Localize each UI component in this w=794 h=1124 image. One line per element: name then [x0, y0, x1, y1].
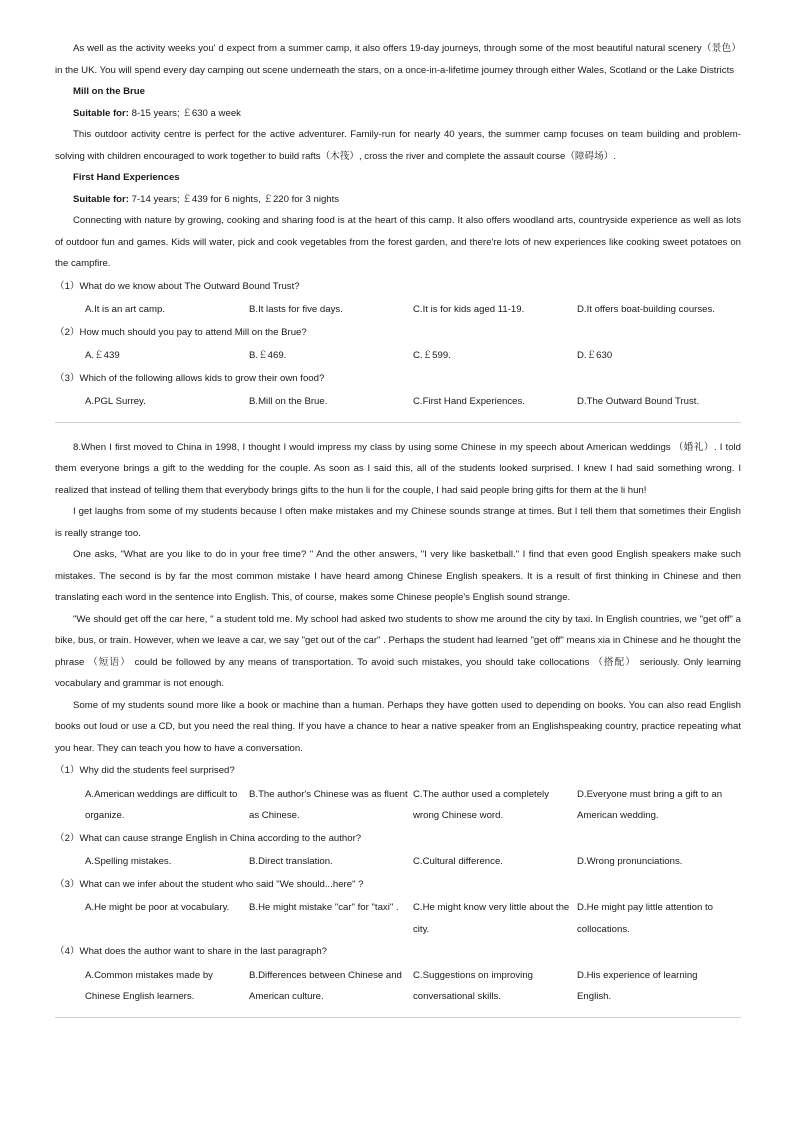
option-d: D.Everyone must bring a gift to an American wedding.: [577, 788, 723, 821]
passage2-paragraph: I get laughs from some of my students because I often make mistakes and my Chinese sounds strange at times. But I tell them that sometimes their English is really strange too.: [55, 506, 741, 539]
answer-options: [55, 897, 741, 940]
question: （2）What can cause strange English in China according to the author?: [55, 832, 362, 844]
option-a: A.Common mistakes made by Chinese English learners.: [85, 969, 213, 1002]
answer-options: [55, 391, 741, 413]
suitable-label: Suitable for:: [73, 107, 129, 119]
question: （3）Which of the following allows kids to grow their own food?: [55, 372, 325, 384]
option-a: A.It is an art camp.: [85, 304, 165, 315]
answer-options: [55, 784, 741, 827]
question: （3）What can we infer about the student who said "We should...here" ?: [55, 878, 364, 890]
option-b: B.The author's Chinese was as fluent as Chinese.: [249, 788, 408, 821]
option-c: C.It is for kids aged 11-19.: [413, 304, 525, 315]
option-b: B.Mill on the Brue.: [249, 396, 328, 407]
camp-suitability: [55, 189, 741, 211]
option-c: C.Cultural difference.: [413, 856, 503, 867]
option-b: B.￡469.: [249, 350, 287, 361]
option-d: D.His experience of learning English.: [577, 969, 698, 1002]
option-d: D.He might pay little attention to collocations.: [577, 902, 713, 935]
camp-description: Connecting with nature by growing, cooking and sharing food is at the heart of this camp. It also offers woodland arts, countryside experience as well as lots of outdoor fun and games. Kids will water, pick and cook vegetables from the forest garden, and there're lots of new experiences like cooking sweet potatoes on the campfire.: [55, 215, 741, 269]
answer-options: [55, 965, 741, 1008]
camp-name-first-hand-experiences: First Hand Experiences: [73, 172, 180, 183]
passage2-paragraph: Some of my students sound more like a book or machine than a human. Perhaps they have gotten used to depending on books. You can also read English books out loud or use a CD, but you need the real thing. If you have a chance to hear a native speaker from an Englishspeaking country, practice repeating what you hear. They can teach you how to have a conversation.: [55, 699, 741, 754]
camp-suitability: [55, 103, 741, 125]
passage2-paragraph: 8.When I first moved to China in 1998, I thought I would impress my class by using some Chinese in my speech about American weddings （婚礼）. I told them everyone brings a gift to the wedding for the couple. As soon as I said this, all of the students looked surprised. I knew I had said something wrong. I realized that instead of telling them that everybody brings gifts to the hun li for the couple, I had said people bring gifts for them at the li hun!: [55, 441, 741, 496]
option-c: C.Suggestions on improving conversational skills.: [413, 969, 533, 1002]
option-a: A.He might be poor at vocabulary.: [85, 902, 230, 913]
answer-options: [55, 345, 741, 367]
option-c: C.First Hand Experiences.: [413, 396, 525, 407]
option-d: D.It offers boat-building courses.: [577, 304, 715, 315]
option-d: D.The Outward Bound Trust.: [577, 396, 700, 407]
option-b: B.He might mistake "car" for "taxi" .: [249, 902, 399, 913]
passage2-paragraph: "We should get off the car here, " a student told me. My school had asked two students to show me around the city by taxi. In English countries, we "get off" a bike, bus, or train. However, when we leave a car, we say "get out of the car" . Perhaps the student had learned "get off" means xia in Chinese and he thought the phrase （短语） could be followed by any means of transportation. To avoid such mistakes, you should take collocations （搭配） seriously. Only learning vocabulary and grammar is not enough.: [55, 613, 741, 689]
option-c: C.He might know very little about the city.: [413, 902, 570, 935]
camp-description: This outdoor activity centre is perfect for the active adventurer. Family-run for nearly 40 years, the summer camp focuses on team building and problem-solving with children encouraged to work together to build rafts（木筏）, cross the river and complete the assault course（障碍场）.: [55, 129, 741, 162]
passage1-intro: As well as the activity weeks you' d expect from a summer camp, it also offers 19-day journeys, through some of the most beautiful natural scenery（景色）in the UK. You will spend every day camping out scene underneath the stars, on a once-in-a-lifetime journey through either Wales, Scotland or the Lake Districts: [55, 43, 741, 76]
suitable-value: 7-14 years; ￡439 for 6 nights, ￡220 for 3 nights: [128, 193, 340, 205]
question: （1）What do we know about The Outward Bound Trust?: [55, 280, 300, 292]
option-a: A.Spelling mistakes.: [85, 856, 172, 867]
question: （1）Why did the students feel surprised?: [55, 765, 235, 776]
answer-options: [55, 851, 741, 873]
question: （2）How much should you pay to attend Mill on the Brue?: [55, 326, 307, 338]
option-a: A.PGL Surrey.: [85, 396, 146, 407]
option-d: D.Wrong pronunciations.: [577, 856, 683, 867]
option-b: B.Differences between Chinese and American culture.: [249, 969, 402, 1002]
answer-options: [55, 299, 741, 321]
option-c: C.The author used a completely wrong Chinese word.: [413, 788, 549, 821]
camp-name-mill-on-the-brue: Mill on the Brue: [73, 86, 145, 97]
section-divider: [55, 1017, 741, 1018]
option-b: B.It lasts for five days.: [249, 304, 343, 315]
option-d: D.￡630: [577, 350, 613, 361]
option-b: B.Direct translation.: [249, 856, 333, 867]
suitable-label: Suitable for:: [73, 193, 129, 205]
option-a: A.￡439: [85, 350, 120, 361]
passage2-paragraph: One asks, "What are you like to do in your free time? " And the other answers, "I very like basketball." I find that even good English speakers make such mistakes. The second is by far the most common mistake I have heard among Chinese English speakers. It is a result of first thinking in Chinese and then translating each word in the sentence into English. This, of course, makes some Chinese people's English sound strange.: [55, 549, 741, 603]
section-divider: [55, 422, 741, 423]
option-c: C.￡599.: [413, 350, 451, 361]
option-a: A.American weddings are difficult to organize.: [85, 788, 238, 821]
suitable-value: 8-15 years; ￡630 a week: [128, 107, 241, 119]
question: （4）What does the author want to share in the last paragraph?: [55, 946, 327, 957]
